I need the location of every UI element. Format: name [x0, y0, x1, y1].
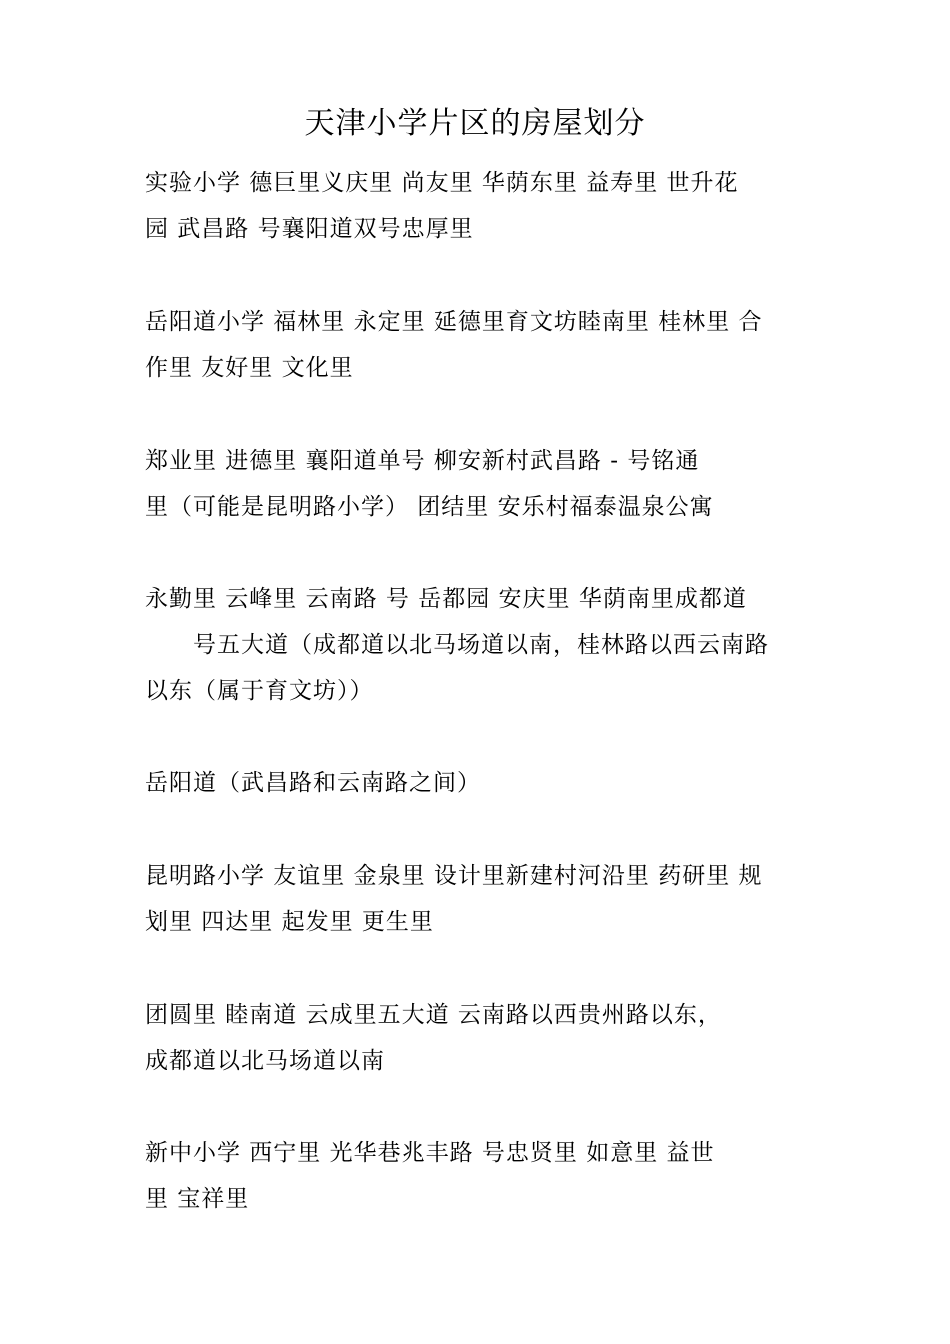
paragraph-line: 新中小学 西宁里 光华巷兆丰路 号忠贤里 如意里 益世 — [145, 1140, 715, 1166]
paragraph-yongqinli — [145, 576, 807, 714]
paragraph-line: 永勤里 云峰里 云南路 号 岳都园 安庆里 华荫南里成都道 — [145, 586, 747, 612]
paragraph-line: 郑业里 进德里 襄阳道单号 柳安新村武昌路 - 号铭通 — [145, 448, 700, 474]
paragraph-shiyan — [145, 160, 807, 252]
paragraph-line: 作里 友好里 文化里 — [145, 355, 354, 381]
paragraph-tuanyuanli — [145, 992, 807, 1084]
paragraph-line: 岳阳道小学 福林里 永定里 延德里育文坊睦南里 桂林里 合 — [145, 309, 763, 335]
paragraph-line: 以东（属于育文坊）） — [145, 678, 374, 704]
paragraph-line: 园 武昌路 号襄阳道双号忠厚里 — [145, 216, 474, 242]
paragraph-yueyangdao-road — [145, 760, 807, 806]
paragraph-line: 里 宝祥里 — [145, 1186, 250, 1212]
paragraph-line: 划里 四达里 起发里 更生里 — [145, 909, 434, 935]
document-title: 天津小学片区的房屋划分 — [304, 106, 646, 141]
paragraph-line: 里（可能是昆明路小学） 团结里 安乐村福泰温泉公寓 — [145, 494, 714, 520]
paragraph-zhengyeli — [145, 438, 807, 530]
paragraph-yueyangdao — [145, 299, 807, 391]
paragraph-line: 岳阳道（武昌路和云南路之间） — [145, 770, 481, 796]
paragraph-line: 号五大道（成都道以北马场道以南，桂林路以西云南路 — [193, 632, 769, 658]
paragraph-line: 团圆里 睦南道 云成里五大道 云南路以西贵州路以东， — [145, 1002, 722, 1028]
paragraph-line: 实验小学 德巨里义庆里 尚友里 华荫东里 益寿里 世升花 — [145, 170, 739, 196]
paragraph-line: 成都道以北马场道以南 — [145, 1048, 385, 1074]
paragraph-xinzhong — [145, 1130, 807, 1222]
paragraph-line: 昆明路小学 友谊里 金泉里 设计里新建村河沿里 药研里 规 — [145, 863, 763, 889]
paragraph-kunminglu — [145, 853, 807, 945]
